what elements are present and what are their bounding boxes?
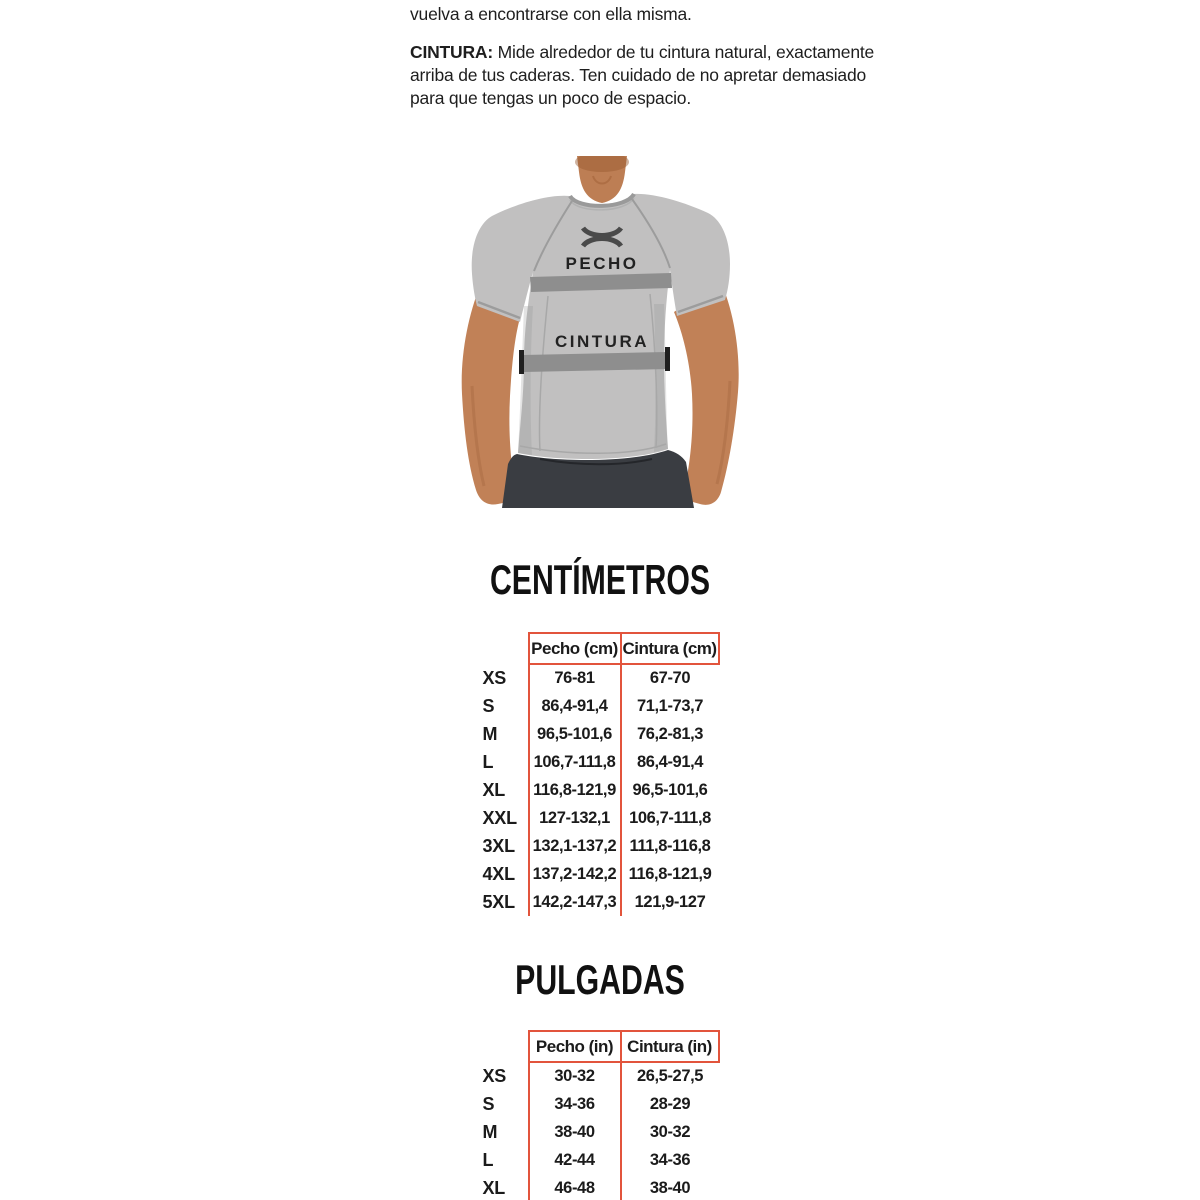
torso-illustration [420,156,780,508]
cell-pecho: 127-132,1 [529,804,621,832]
size-row-S [481,692,719,720]
header-cintura-cm: Cintura (cm) [621,633,719,664]
size-row-L [481,748,719,776]
chest-label: PECHO [565,254,639,273]
cell-cintura: 111,8-116,8 [629,836,711,855]
cell-pecho: 46-48 [529,1174,621,1200]
intro-paragraph-line1 [410,41,874,64]
header-row [481,633,719,664]
cell-pecho: 142,2-147,3 [529,888,621,916]
inches-title: PULGADAS [515,956,685,1003]
cell-pecho: 137,2-142,2 [529,860,621,888]
cell-cintura: 26,5-27,5 [636,1067,704,1085]
centimeters-table-wrap [0,632,1200,916]
cell-pecho: 96,5-101,6 [529,720,621,748]
cell-size: 5XL [482,891,515,912]
size-row-XL [481,776,719,804]
header-size-spacer [481,1031,529,1062]
waist-label: CINTURA [555,332,649,351]
cell-pecho: 34-36 [529,1090,621,1118]
cell-cintura: 67-70 [649,669,691,687]
cell-pecho: 86,4-91,4 [529,692,621,720]
cell-size: XL [482,1177,506,1198]
cell-cintura: 34-36 [649,1150,691,1169]
header-cintura-in: Cintura (in) [621,1031,719,1062]
cell-size: S [482,695,495,716]
cell-cintura: 30-32 [649,1122,691,1141]
cell-size: M [482,723,498,744]
size-row-XXL [481,804,719,832]
inches-table [481,1030,720,1200]
size-row-S [481,1090,719,1118]
size-row-M [481,720,719,748]
inches-table-wrap [0,1030,1200,1200]
header-size-spacer [481,633,529,664]
cell-size: 3XL [482,835,515,856]
centimeters-table-head [481,633,719,664]
size-row-XL [481,1174,719,1200]
centimeters-table-body [481,664,719,916]
size-row-M [481,1118,719,1146]
cell-pecho: 30-32 [529,1062,621,1090]
header-pecho-cm: Pecho (cm) [529,633,621,664]
cell-cintura: 121,9-127 [634,892,706,911]
centimeters-table [481,632,720,916]
inches-table-head [481,1031,719,1062]
intro-paragraph-line3: para que tengas un poco de espacio. [410,88,691,108]
cell-size: XS [482,667,507,688]
size-row-4XL [481,860,719,888]
cell-size: XS [482,1065,507,1086]
cell-pecho: 76-81 [529,664,621,692]
size-row-L [481,1146,719,1174]
cell-pecho: 42-44 [529,1146,621,1174]
cell-size: M [482,1121,498,1142]
intro-paragraph [410,41,874,110]
cell-pecho: 116,8-121,9 [529,776,621,804]
cell-cintura: 76,2-81,3 [636,724,704,743]
cell-cintura: 86,4-91,4 [636,752,704,771]
cell-size: 4XL [482,863,515,884]
cell-size: XXL [482,807,517,828]
cell-cintura: 71,1-73,7 [636,696,704,715]
waist-band-clip-right [665,347,670,371]
cell-size: L [482,1149,494,1170]
cell-pecho: 106,7-111,8 [529,748,621,776]
header-row [481,1031,719,1062]
intro-sentence: vuelva a encontrarse con ella misma. [410,4,692,24]
waist-band-clip-left [519,350,524,374]
cell-cintura: 28-29 [649,1094,691,1113]
cell-size: XL [482,779,506,800]
intro-paragraph-line2: arriba de tus caderas. Ten cuidado de no apretar demasiado [410,65,867,85]
cell-pecho: 132,1-137,2 [529,832,621,860]
cell-cintura: 116,8-121,9 [628,864,712,883]
cintura-text-1: Mide alrededor de tu cintura natural, exactamente [492,42,875,62]
size-row-XS [481,664,719,692]
cell-cintura: 106,7-111,8 [629,808,711,827]
cell-pecho: 38-40 [529,1118,621,1146]
centimeters-title: CENTÍMETROS [489,556,711,603]
cell-cintura: 38-40 [649,1178,691,1197]
size-row-5XL [481,888,719,916]
cell-cintura: 96,5-101,6 [632,780,708,799]
size-row-XS [481,1062,719,1090]
header-pecho-in: Pecho (in) [529,1031,621,1062]
neck [575,156,629,203]
cell-size: S [482,1093,495,1114]
waist-band [523,352,668,372]
model-photo [420,156,780,508]
cintura-term: CINTURA: [410,42,493,62]
cell-size: L [482,751,494,772]
size-row-3XL [481,832,719,860]
inches-table-body [481,1062,719,1200]
